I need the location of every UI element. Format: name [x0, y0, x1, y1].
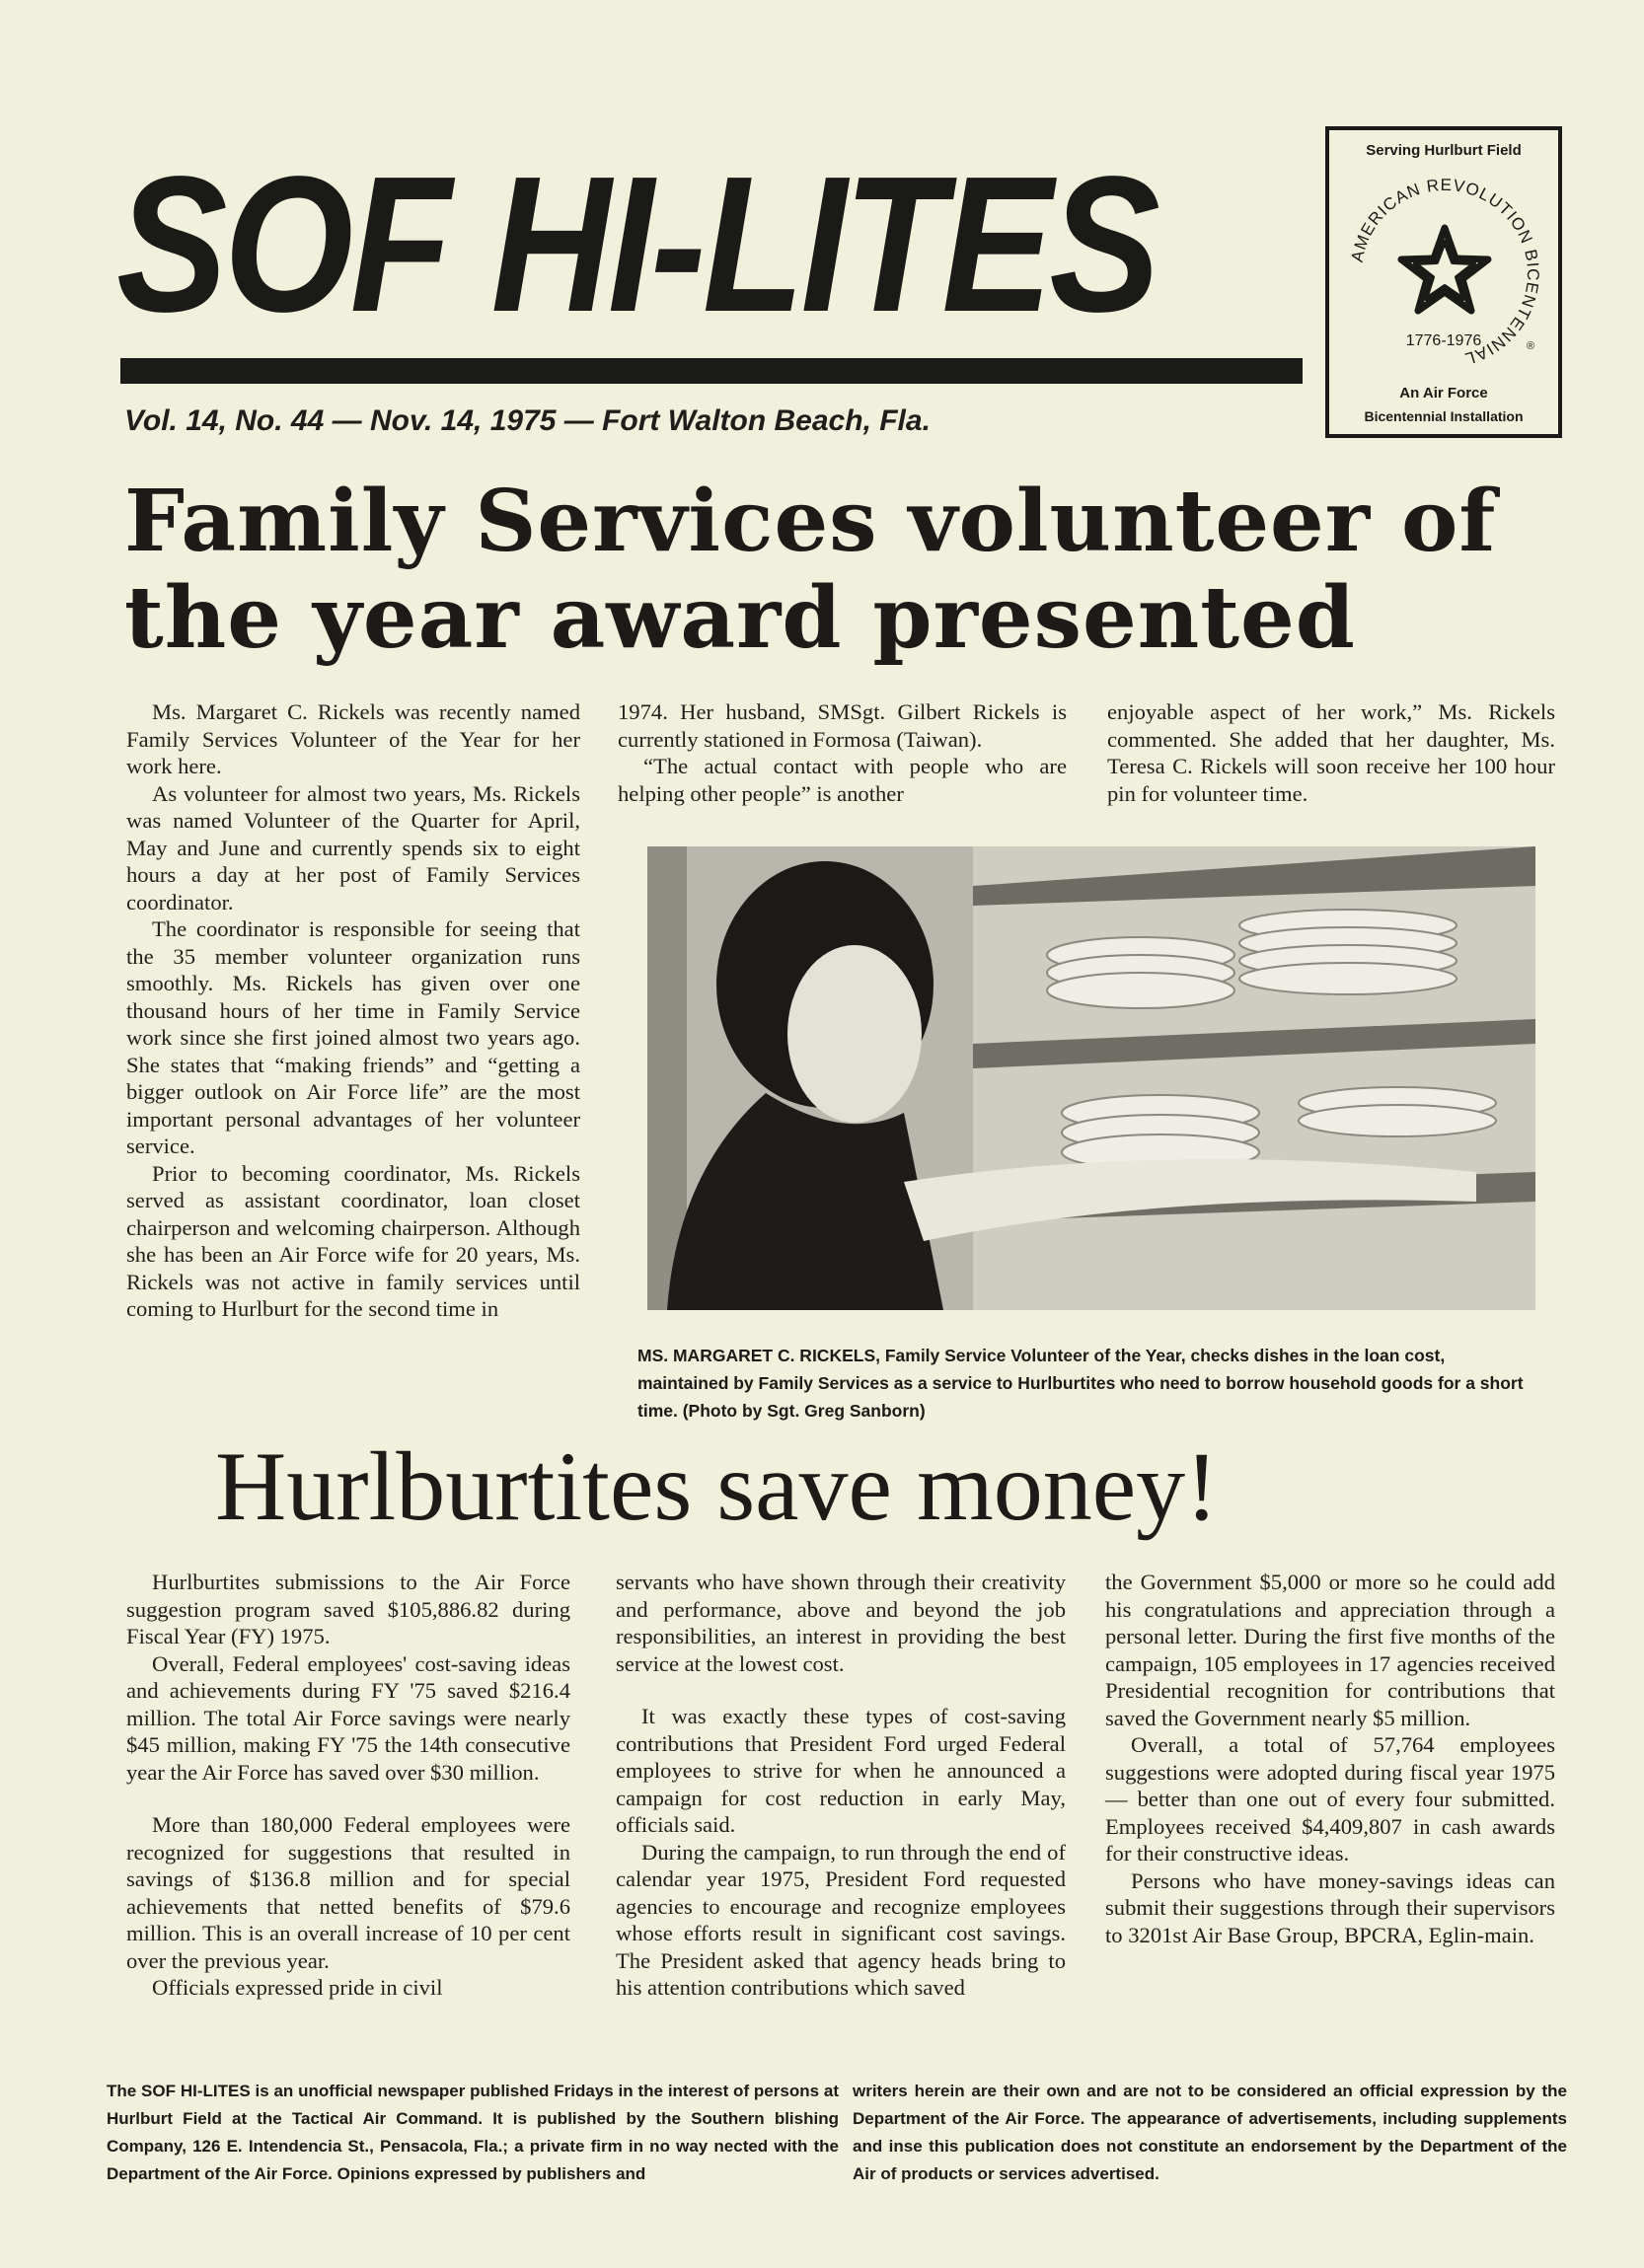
paragraph: the Government $5,000 or more so he could add his congratulations and appreciation through a personal letter. During the first five months of the campaign, 105 employees in 17 agencies received Presidential recognition for contributions that saved the Government nearly $5 million. [1105, 1570, 1555, 1730]
story2-column-2 [616, 1569, 1066, 2002]
paragraph: “The actual contact with people who are helping other people” is another [618, 754, 1067, 806]
paragraph: During the campaign, to run through the end of calendar year 1975, President Ford requested agencies to encourage and recognize employees whose efforts result in significant cost savings. The President asked that agency heads bring to his attention contributions which saved [616, 1839, 1066, 2000]
paragraph: Overall, a total of 57,764 employees suggestions were adopted during fiscal year 1975 — better than one out of every four submitted. Employees received $4,409,807 in cash awards for their constructive ideas. [1105, 1732, 1555, 1866]
paragraph: More than 180,000 Federal employees were recognized for suggestions that resulted in savings of $136.8 million and for special achievements that netted benefits of $79.6 million. This is an overall increase of 10 per cent over the previous year. [126, 1812, 570, 1973]
seal-line-1: An Air Force [1399, 385, 1488, 402]
paragraph: Ms. Margaret C. Rickels was recently named Family Services Volunteer of the Year for her work here. [126, 699, 580, 778]
seal-line-2: Bicentennial Installation [1364, 408, 1524, 424]
story1-headline: Family Services volunteer of the year award presented [124, 472, 1497, 668]
disclaimer-right: writers herein are their own and are not to be considered an official expression by the Department of the Air Force. The appearance of advertisements, including supplements and inse this publication does not constitute an endorsement by the Department of the Air of products or services advertised. [853, 2082, 1567, 2183]
issue-line: Vol. 14, No. 44 — Nov. 14, 1975 — Fort Walton Beach, Fla. [124, 404, 931, 437]
paragraph: The coordinator is responsible for seeing that the 35 member volunteer organization runs smoothly. Ms. Rickels has given over one thousand hours of her time in Family Service work since she first joined almost two years ago. She states that “making friends” and “getting a bigger outlook on Air Force life” are the most important personal advantages of her volunteer service. [126, 916, 580, 1158]
paragraph: enjoyable aspect of her work,” Ms. Rickels commented. She added that her daughter, Ms. Teresa C. Rickels will soon receive her 100 hour pin for volunteer time. [1107, 699, 1555, 806]
paragraph: As volunteer for almost two years, Ms. Rickels was named Volunteer of the Quarter for April, May and June and currently spends six to eight hours a day at her post of Family Services coordinator. [126, 780, 580, 915]
story1-column-3 [1107, 698, 1555, 807]
photo-illustration [647, 846, 1535, 1310]
story1-column-1 [126, 698, 580, 1323]
seal-ring-text: AMERICAN REVOLUTION BICENTENNIAL [1347, 175, 1543, 369]
story2-column-1 [126, 1569, 570, 2002]
seal-registered-mark: ® [1527, 340, 1535, 352]
masthead-rule [120, 358, 1303, 384]
paragraph: servants who have shown through their creativity and performance, above and beyond the job responsibilities, an interest in providing the best service at the lowest cost. [616, 1570, 1066, 1676]
paragraph: Overall, Federal employees' cost-saving ideas and achievements during FY '75 saved $216.4 million. The total Air Force savings were nearly $45 million, making FY '75 the 14th consecutive year the Air Force has saved over $30 million. [126, 1650, 570, 1785]
seal-top-text: Serving Hurlburt Field [1366, 142, 1522, 159]
bicentennial-seal-box [1325, 126, 1562, 438]
paragraph: Persons who have money-savings ideas can submit their suggestions through their supervisors to 3201st Air Base Group, BPCRA, Eglin-main. [1105, 1867, 1555, 1947]
paragraph: It was exactly these types of cost-saving contributions that President Ford urged Federal employees to strive for when he announced a campaign for cost reduction in early May, officials said. [616, 1704, 1066, 1837]
paragraph: 1974. Her husband, SMSgt. Gilbert Rickels is currently stationed in Formosa (Taiwan). [618, 699, 1067, 752]
story2-headline: Hurlburtites save money! [215, 1431, 1219, 1541]
masthead-title: SOF HI-LITES [116, 136, 1158, 352]
disclaimer-left: The SOF HI-LITES is an unofficial newspaper published Fridays in the interest of persons at Hurlburt Field at the Tactical Air Command. It is published by the Southern blishing Company, 126 E. Intendencia St., Pensacola, Fla.; a private firm in no way nected with the Department of the Air Force. Opinions expressed by publishers and [107, 2082, 839, 2183]
seal-years: 1776-1976 [1405, 332, 1482, 349]
story2-column-3 [1105, 1569, 1555, 1948]
paragraph: Officials expressed pride in civil [152, 1975, 443, 2000]
paragraph: Prior to becoming coordinator, Ms. Rickels served as assistant coordinator, loan closet chairperson and welcoming chairperson. Although she has been an Air Force wife for 20 years, Ms. Rickels was not active in family services until coming to Hurlburt for the second time in [126, 1160, 580, 1321]
photo-caption: MS. MARGARET C. RICKELS, Family Service Volunteer of the Year, checks dishes in the loan cost, maintained by Family Services as a service to Hurlburtites who need to borrow household goods for a short time. (Photo by Sgt. Greg Sanborn) [637, 1346, 1524, 1421]
story1-column-2 [618, 698, 1067, 807]
paragraph: Hurlburtites submissions to the Air Force suggestion program saved $105,886.82 during Fiscal Year (FY) 1975. [126, 1570, 570, 1648]
bicentennial-star-logo [1337, 166, 1552, 381]
volunteer-photo [647, 846, 1535, 1310]
